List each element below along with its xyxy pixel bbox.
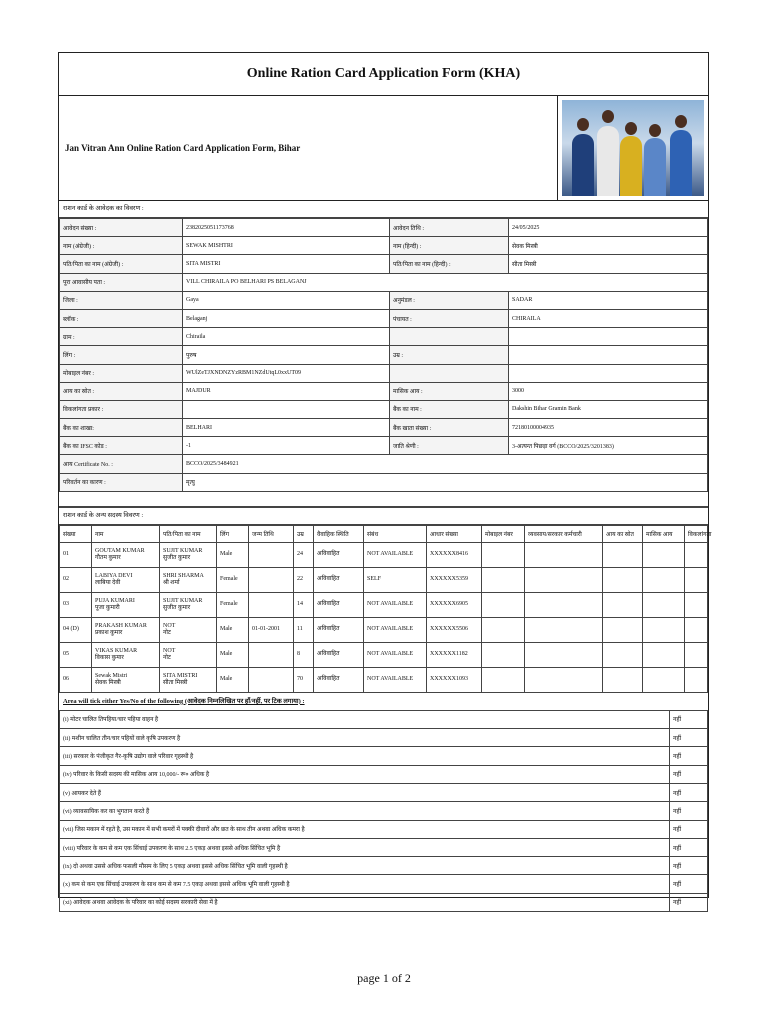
field-label	[390, 328, 509, 346]
question-text: (vii) जिस मकान में रहते है, उस मकान में सभी कमरों में पक्की दीवारों और छत के साथ तीन अथवा अधिक कमरा है	[60, 820, 670, 838]
field-label: परिवर्तन का कारण :	[60, 473, 183, 491]
member-cell	[249, 642, 294, 667]
field-value: VILL CHIRAILA PO BELHARI PS BELAGANJ	[183, 273, 708, 291]
member-cell	[643, 667, 685, 692]
member-cell: 03	[60, 592, 92, 617]
field-value: 72180100004935	[509, 419, 708, 437]
member-column-header: लिंग	[217, 525, 249, 542]
question-text: (v) आयकर देते हैं	[60, 784, 670, 802]
member-column-header: वैवाहिक स्थिति	[314, 525, 364, 542]
question-row	[60, 820, 708, 838]
question-answer: नहीं	[670, 802, 708, 820]
question-row	[60, 729, 708, 747]
field-value: BCCO/2025/3484921	[183, 455, 708, 473]
question-row	[60, 857, 708, 875]
question-answer: नहीं	[670, 838, 708, 856]
question-row	[60, 802, 708, 820]
member-column-header: आधार संख्या	[427, 525, 482, 542]
field-label: पूरा आवासीय पता :	[60, 273, 183, 291]
photo-cell	[557, 96, 708, 200]
applicant-row	[60, 328, 708, 346]
field-label: जिला :	[60, 291, 183, 309]
question-row	[60, 838, 708, 856]
member-cell: अविवाहित	[314, 667, 364, 692]
member-cell	[603, 667, 643, 692]
question-answer: नहीं	[670, 765, 708, 783]
member-name-english: PUJA KUMARI	[95, 597, 135, 604]
field-label: बैंक का शाखा:	[60, 419, 183, 437]
members-table	[59, 525, 712, 693]
form-subtitle: Jan Vitran Ann Online Ration Card Application Form, Bihar	[65, 143, 301, 153]
member-name-hindi: लाबिया देवी	[95, 579, 121, 586]
field-label: आवेदन संख्या :	[60, 219, 183, 237]
member-cell	[685, 642, 708, 667]
field-label: मोबाइल नंबर :	[60, 364, 183, 382]
member-column-header: जन्म तिथि	[249, 525, 294, 542]
field-value	[509, 364, 708, 382]
member-cell: अविवाहित	[314, 642, 364, 667]
field-label: आय Certificate No. :	[60, 455, 183, 473]
question-answer: नहीं	[670, 875, 708, 893]
member-cell: अविवाहित	[314, 592, 364, 617]
member-cell: अविवाहित	[314, 617, 364, 642]
applicant-details-table	[59, 218, 708, 492]
member-section-heading: राशन कार्ड के अन्य सदस्य विवरण :	[59, 507, 708, 525]
field-value: Belaganj	[183, 309, 390, 327]
member-cell	[525, 617, 603, 642]
member-cell: Male	[217, 617, 249, 642]
member-cell: 14	[294, 592, 314, 617]
field-value: 3-अत्यन्त पिछड़ा वर्ग (BCCO/2025/3201383)	[509, 437, 708, 455]
member-name-hindi: नोट	[163, 654, 171, 661]
member-cell	[160, 567, 217, 592]
member-cell	[249, 592, 294, 617]
member-cell	[482, 567, 525, 592]
member-cell: XXXXXX5506	[427, 617, 482, 642]
member-name-hindi: सेवक मिस्त्री	[95, 679, 121, 686]
field-label: आवेदन तिथि :	[390, 219, 509, 237]
member-cell	[482, 642, 525, 667]
member-cell: XXXXXX8416	[427, 542, 482, 567]
question-row	[60, 893, 708, 911]
member-cell	[685, 542, 708, 567]
member-cell	[249, 667, 294, 692]
field-label	[390, 364, 509, 382]
field-value: BELHARI	[183, 419, 390, 437]
field-value	[509, 346, 708, 364]
member-cell	[525, 667, 603, 692]
member-cell: 01	[60, 542, 92, 567]
question-text: (viii) परिवार के कम से कम एक सिंचाई उपकरण के साथ 2.5 एकड़ अथवा इससे अधिक सिंचित भूमि है	[60, 838, 670, 856]
applicant-row	[60, 273, 708, 291]
field-label: मासिक आय :	[390, 382, 509, 400]
questions-heading: Area will tick either Yes/No of the following (आवेदक निम्नलिखित पर हाँ/नहीं, पर टिक लगाया) :	[63, 697, 305, 705]
member-cell: 05	[60, 642, 92, 667]
member-cell: 24	[294, 542, 314, 567]
member-cell: 04 (D)	[60, 617, 92, 642]
member-cell: NOT AVAILABLE	[364, 617, 427, 642]
member-name-hindi: सुजीत कुमार	[163, 604, 191, 611]
questions-table	[59, 710, 708, 912]
member-row	[60, 667, 708, 692]
member-cell: अविवाहित	[314, 567, 364, 592]
applicant-row	[60, 219, 708, 237]
question-row	[60, 875, 708, 893]
field-label: पति/पिता का नाम (अंग्रेजी) :	[60, 255, 183, 273]
member-column-header: पति/पिता का नाम	[160, 525, 217, 542]
member-cell	[525, 642, 603, 667]
member-cell	[249, 542, 294, 567]
member-column-header: संबंध	[364, 525, 427, 542]
member-cell: NOT AVAILABLE	[364, 592, 427, 617]
member-cell	[603, 592, 643, 617]
member-cell: XXXXXX1182	[427, 642, 482, 667]
member-cell	[685, 592, 708, 617]
field-value: WUlZeTJXNDNZYzRBM1NZdUtqL0xxUT09	[183, 364, 390, 382]
member-cell: SELF	[364, 567, 427, 592]
field-label: नाम (अंग्रेजी) :	[60, 237, 183, 255]
member-row	[60, 567, 708, 592]
applicant-row	[60, 291, 708, 309]
member-cell: 02	[60, 567, 92, 592]
member-cell	[92, 667, 160, 692]
member-cell	[643, 567, 685, 592]
member-name-hindi: पूजा कुमारी	[95, 604, 120, 611]
field-value: 24/05/2025	[509, 219, 708, 237]
field-label: पति/पिता का नाम (हिन्दी) :	[390, 255, 509, 273]
field-value: पुरुष	[183, 346, 390, 364]
member-cell	[482, 617, 525, 642]
member-column-header: नाम	[92, 525, 160, 542]
member-cell	[92, 592, 160, 617]
member-cell: 70	[294, 667, 314, 692]
member-cell: 11	[294, 617, 314, 642]
member-name-english: LABIYA DEVI	[95, 572, 133, 579]
member-column-header: संख्या	[60, 525, 92, 542]
member-cell	[482, 592, 525, 617]
question-row	[60, 784, 708, 802]
field-value: सीता मिस्त्री	[509, 255, 708, 273]
member-name-hindi: गौतम कुमार	[95, 554, 121, 561]
member-cell	[160, 592, 217, 617]
field-value: SITA MISTRI	[183, 255, 390, 273]
field-label: ब्लॉक :	[60, 309, 183, 327]
member-row	[60, 642, 708, 667]
applicant-section-heading: राशन कार्ड के आवेदक का विवरण :	[59, 201, 708, 218]
applicant-row	[60, 400, 708, 418]
member-name-english: SITA MISTRI	[163, 672, 198, 679]
member-column-header: आय का स्रोत	[603, 525, 643, 542]
member-cell: NOT AVAILABLE	[364, 642, 427, 667]
member-row	[60, 542, 708, 567]
member-cell	[525, 567, 603, 592]
member-name-english: PRAKASH KUMAR	[95, 622, 147, 629]
member-cell	[603, 567, 643, 592]
form-title: Online Ration Card Application Form (KHA)	[59, 53, 708, 96]
member-cell	[92, 642, 160, 667]
member-cell: Male	[217, 667, 249, 692]
member-name-hindi: प्रकाश कुमार	[95, 629, 123, 636]
field-value	[183, 400, 390, 418]
question-row	[60, 710, 708, 728]
member-cell	[92, 617, 160, 642]
field-value: MAJDUR	[183, 382, 390, 400]
field-value: CHIRAILA	[509, 309, 708, 327]
question-answer: नहीं	[670, 747, 708, 765]
member-name-english: Sewak Mistri	[95, 672, 128, 679]
member-cell	[685, 617, 708, 642]
field-label: विकलांगता प्रकार :	[60, 400, 183, 418]
question-text: (x) कम से कम एक सिंचाई उपकरण के साथ कम से कम 7.5 एकड़ अथवा इससे अधिक भूमि वाली गृहस्थी है	[60, 875, 670, 893]
member-cell	[249, 567, 294, 592]
member-cell	[685, 567, 708, 592]
field-label: जाति श्रेणी :	[390, 437, 509, 455]
question-answer: नहीं	[670, 710, 708, 728]
question-text: (iii) सरकार के पंजीकृत गैर-कृषि उद्योग वाले परिवार गृहस्थी है	[60, 747, 670, 765]
member-cell	[92, 567, 160, 592]
field-value: SEWAK MISHTRI	[183, 237, 390, 255]
member-name-hindi: श्री शर्मा	[163, 579, 180, 586]
field-label: आय का स्रोत :	[60, 382, 183, 400]
field-value: 3000	[509, 382, 708, 400]
question-answer: नहीं	[670, 893, 708, 911]
question-row	[60, 747, 708, 765]
member-cell	[160, 617, 217, 642]
field-value: Gaya	[183, 291, 390, 309]
question-row	[60, 765, 708, 783]
member-column-header: उम्र	[294, 525, 314, 542]
member-cell: Male	[217, 642, 249, 667]
applicant-row	[60, 473, 708, 491]
question-text: (xi) आवेदक अथवा आवेदक के परिवार का कोई सदस्य सरकारी सेवा में है	[60, 893, 670, 911]
member-name-english: SUJIT KUMAR	[163, 597, 203, 604]
member-cell	[160, 642, 217, 667]
member-name-hindi: सीता मिस्त्री	[163, 679, 188, 686]
field-label: पंचायत :	[390, 309, 509, 327]
member-column-header: मोबाइल नंबर	[482, 525, 525, 542]
member-cell: Female	[217, 592, 249, 617]
member-cell: अविवाहित	[314, 542, 364, 567]
applicant-row	[60, 364, 708, 382]
page-number: page 1 of 2	[357, 971, 411, 985]
field-label: ग्राम :	[60, 328, 183, 346]
member-cell	[685, 667, 708, 692]
field-value: SADAR	[509, 291, 708, 309]
question-text: (ix) दो अथवा उससे अधिक फसली मौसम के लिए 5 एकड़ अथवा इससे अधिक सिंचित भूमि वाली गृहस्थी है	[60, 857, 670, 875]
member-cell	[482, 667, 525, 692]
field-value: 238202505117376​8	[183, 219, 390, 237]
field-label: नाम (हिन्दी) :	[390, 237, 509, 255]
member-cell	[482, 542, 525, 567]
question-answer: नहीं	[670, 820, 708, 838]
member-name-hindi: नोट	[163, 629, 171, 636]
member-cell	[160, 667, 217, 692]
question-answer: नहीं	[670, 729, 708, 747]
applicant-row	[60, 455, 708, 473]
member-cell	[160, 542, 217, 567]
question-text: (iv) परिवार के किसी सदस्य की मासिक आय 10,000/- रू० अधिक है	[60, 765, 670, 783]
member-name-english: SUJIT KUMAR	[163, 547, 203, 554]
question-text: (ii) मशीन चालित तीन/चार पहियों वाले कृषि उपकरण है	[60, 729, 670, 747]
member-column-header: मासिक आय	[643, 525, 685, 542]
field-label: बैंक का IFSC कोड :	[60, 437, 183, 455]
member-cell	[643, 642, 685, 667]
form-header	[59, 96, 708, 201]
member-name-hindi: सुजीत कुमार	[163, 554, 191, 561]
member-name-english: GOUTAM KUMAR	[95, 547, 145, 554]
member-cell	[643, 617, 685, 642]
family-photo	[562, 100, 704, 196]
field-label: अनुमंडल :	[390, 291, 509, 309]
question-answer: नहीं	[670, 857, 708, 875]
member-row	[60, 592, 708, 617]
member-column-header: विकलांगता	[685, 525, 708, 542]
member-cell	[643, 592, 685, 617]
field-label: बैंक खाता संख्या :	[390, 419, 509, 437]
question-text: (i) मोटर चालित तिपहिया/चार पहिया वाहन है	[60, 710, 670, 728]
field-label: उम्र :	[390, 346, 509, 364]
member-name-english: NOT	[163, 647, 176, 654]
member-name-hindi: विकास कुमार	[95, 654, 124, 661]
member-cell: NOT AVAILABLE	[364, 542, 427, 567]
member-cell	[92, 542, 160, 567]
member-cell	[525, 542, 603, 567]
member-column-header: व्यवसाय/सरकार कर्मचारी	[525, 525, 603, 542]
member-row	[60, 617, 708, 642]
applicant-row	[60, 437, 708, 455]
member-name-english: VIKAS KUMAR	[95, 647, 138, 654]
member-name-english: SHRI SHARMA	[163, 572, 204, 579]
field-value: -1	[183, 437, 390, 455]
question-text: (vi) व्यावसायिक कर का भुगतान करते हैं	[60, 802, 670, 820]
member-cell: 06	[60, 667, 92, 692]
applicant-row	[60, 255, 708, 273]
field-label: बैंक का नाम :	[390, 400, 509, 418]
member-cell: 01-01-2001	[249, 617, 294, 642]
applicant-row	[60, 309, 708, 327]
field-value: Chiraila	[183, 328, 390, 346]
member-cell	[643, 542, 685, 567]
member-cell: XXXXXX1093	[427, 667, 482, 692]
applicant-row	[60, 346, 708, 364]
member-cell	[525, 592, 603, 617]
member-cell: Male	[217, 542, 249, 567]
field-value: Dakshin Bihar Gramin Bank	[509, 400, 708, 418]
field-value: मृत्यु	[183, 473, 708, 491]
member-cell: 22	[294, 567, 314, 592]
applicant-row	[60, 419, 708, 437]
question-answer: नहीं	[670, 784, 708, 802]
field-label: लिंग :	[60, 346, 183, 364]
member-cell	[603, 617, 643, 642]
applicant-row	[60, 237, 708, 255]
member-cell: NOT AVAILABLE	[364, 667, 427, 692]
member-cell	[603, 542, 643, 567]
field-value: सेवक मिस्त्री	[509, 237, 708, 255]
member-cell: XXXXXX5359	[427, 567, 482, 592]
member-cell: 8	[294, 642, 314, 667]
member-cell: XXXXXX6905	[427, 592, 482, 617]
applicant-row	[60, 382, 708, 400]
member-name-english: NOT	[163, 622, 176, 629]
field-value	[509, 328, 708, 346]
application-form	[58, 52, 712, 907]
member-cell: Female	[217, 567, 249, 592]
member-cell	[603, 642, 643, 667]
